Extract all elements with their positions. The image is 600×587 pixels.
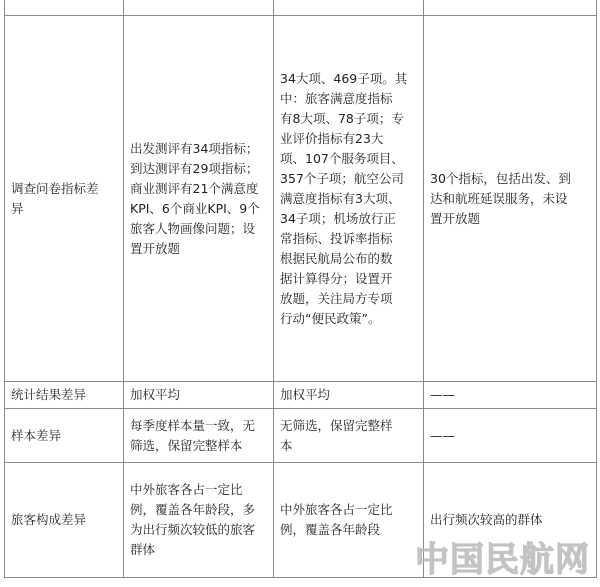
table-cell [124, 16, 274, 382]
table-cell [274, 409, 424, 463]
table-cell [424, 382, 597, 409]
cell-text: 加权平均 [130, 387, 181, 402]
cell-text: —— [430, 387, 455, 402]
cell-text: 出行频次较高的群体 [430, 512, 543, 527]
cell-text: 每季度样本量一致，无 筛选，保留完整样本 [130, 417, 256, 453]
cell-text: 无筛选，保留完整样 本 [280, 417, 393, 453]
table-cell [124, 0, 274, 16]
table-row-top-partial [5, 0, 597, 16]
row-header-cell [5, 463, 124, 578]
row-header-cell [5, 409, 124, 463]
cell-text: 34大项、469子项。其 中：旅客满意度指标 有8大项、78子项；专 业评价指标有23大 项、107个服务项目、 357个子项；航空公司 满意度指标有3大项、 34子项；机场放行正 常指标、投诉率指标 根据民航局公布的数 据计算得分；设置开 放题，关注局方专项 行动“便民政策”。 [280, 70, 408, 326]
watermark-logo: 中国民航网 [415, 540, 590, 580]
table-cell [424, 16, 597, 382]
table-cell [274, 463, 424, 578]
table-cell [424, 0, 597, 16]
table-cell [124, 382, 274, 409]
table-cell [274, 0, 424, 16]
row-header-cell [5, 16, 124, 382]
table-cell [274, 16, 424, 382]
row-header-text: 统计结果差异 [11, 387, 87, 402]
row-header-text: 旅客构成差异 [11, 512, 87, 527]
cell-text: —— [430, 427, 455, 443]
table-cell [5, 0, 124, 16]
row-header-cell [5, 382, 124, 409]
table-row-statistics-result [5, 382, 597, 409]
cell-text: 30个指标，包括出发、到 达和航班延误服务，未设 置开放题 [430, 170, 571, 226]
cell-text: 中外旅客各占一定比 例，覆盖各年龄段 [280, 502, 393, 537]
table-row-sample [5, 409, 597, 463]
cell-text: 中外旅客各占一定比 例，覆盖各年龄段，多 为出行频次较低的旅客 群体 [130, 482, 256, 557]
table-row-survey-indicator [5, 16, 597, 382]
table-cell [424, 409, 597, 463]
comparison-table [4, 0, 597, 578]
row-header-text: 样本差异 [11, 427, 62, 443]
table-cell [274, 382, 424, 409]
row-header-text: 调查问卷指标差 异 [11, 180, 99, 216]
table-cell [124, 463, 274, 578]
cell-text: 加权平均 [280, 387, 331, 402]
table-cell [124, 409, 274, 463]
cell-text: 出发测评有34项指标； 到达测评有29项指标； 商业测评有21个满意度 KPI、6个商业KPI、9个 旅客人物画像问题；设 置开放题 [130, 140, 260, 256]
